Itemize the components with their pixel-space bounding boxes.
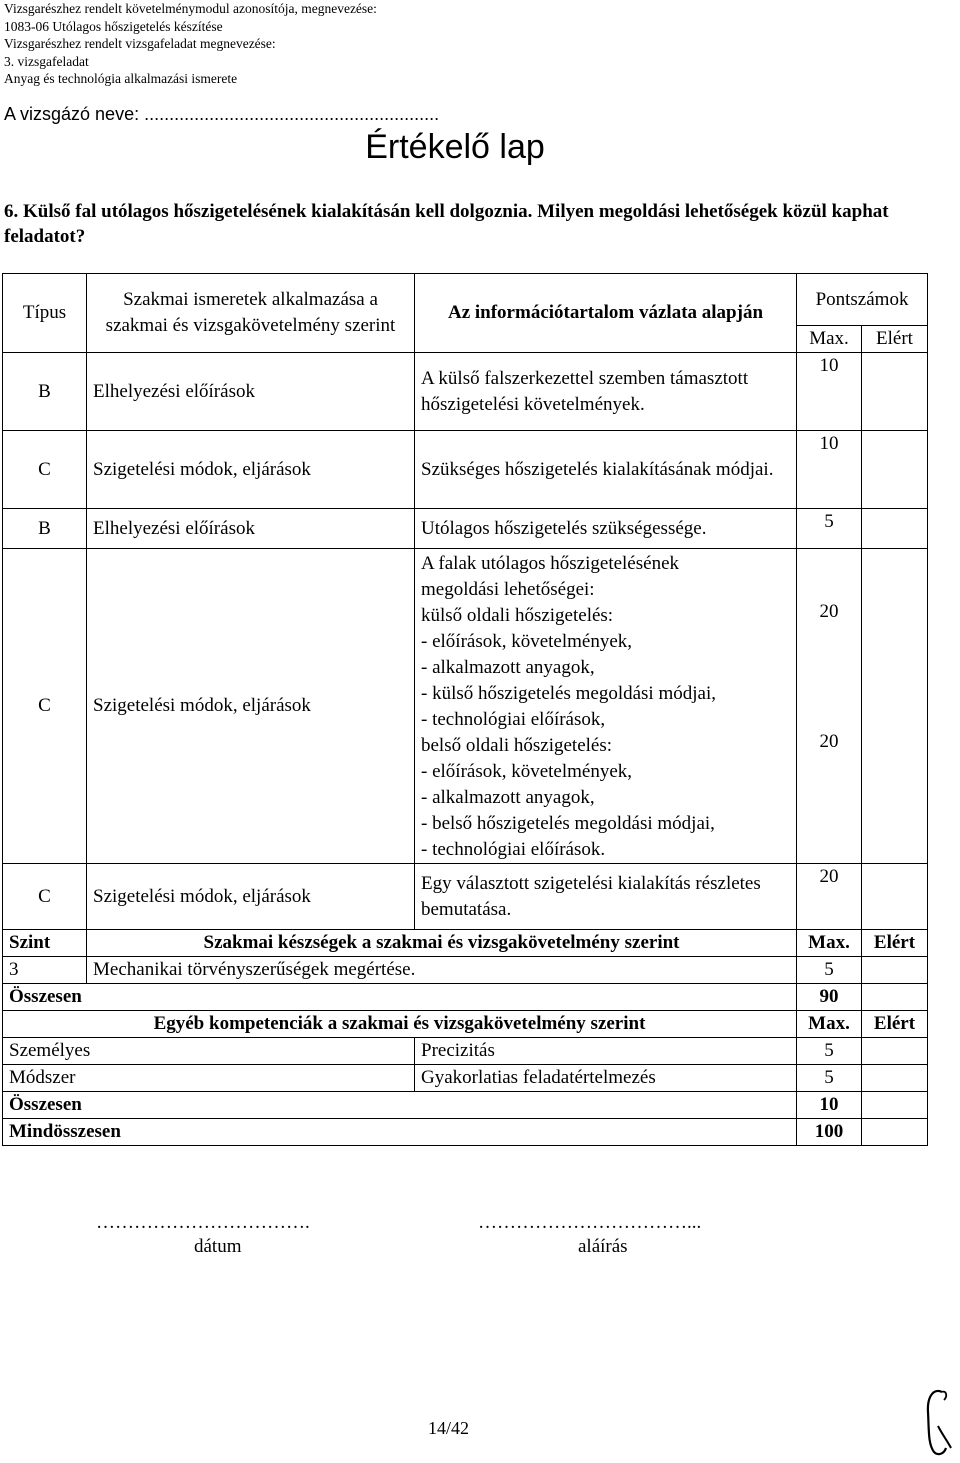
competency-category: Módszer: [3, 1065, 415, 1092]
row-max: [797, 549, 862, 864]
outline-line: - előírások, követelmények,: [421, 761, 633, 782]
row-outline: Utólagos hőszigetelés szükségessége.: [415, 509, 797, 549]
row-type: B: [3, 509, 87, 549]
row-achieved: [862, 353, 928, 431]
evaluation-table: [2, 273, 928, 1146]
row-outline: [415, 549, 797, 864]
header-max: Max.: [797, 930, 862, 957]
subtotal-achieved: [862, 1092, 928, 1119]
outline-line: - alkalmazott anyagok,: [421, 787, 595, 808]
outline-line: - külső hőszigetelés megoldási módjai,: [421, 683, 716, 704]
header-achieved: Elért: [862, 326, 928, 353]
outline-line: - belső hőszigetelés megoldási módjai,: [421, 813, 715, 834]
outline-line: - technológiai előírások,: [421, 709, 606, 730]
outline-line: megoldási lehetőségei:: [421, 579, 595, 600]
max-value: 20: [819, 731, 839, 752]
competency-achieved: [862, 1065, 928, 1092]
date-label: dátum: [194, 1236, 242, 1257]
header-line: Vizsgarészhez rendelt követelménymodul azonosítója, megnevezése:: [4, 1, 377, 16]
row-max: 5: [797, 509, 862, 549]
signature-label: aláírás: [578, 1236, 628, 1257]
skills-header: Szakmai készségek a szakmai és vizsgakövetelmény szerint: [87, 930, 797, 957]
competency-category: Személyes: [3, 1038, 415, 1065]
row-max: 20: [797, 864, 862, 930]
header-outline: Az információtartalom vázlata alapján: [415, 274, 797, 353]
skills-level: 3: [3, 957, 87, 984]
header-line: 3. vizsgafeladat: [4, 53, 89, 69]
outline-line: - technológiai előírások.: [421, 839, 606, 860]
examinee-name-line: A vizsgázó neve: ...........................................................: [4, 104, 440, 124]
row-achieved: [862, 864, 928, 930]
header-max: Max.: [797, 326, 862, 353]
competency-achieved: [862, 1038, 928, 1065]
outline-line: A falak utólagos hőszigetelésének: [421, 553, 680, 574]
competency-max: 5: [797, 1038, 862, 1065]
row-knowledge: Elhelyezési előírások: [87, 509, 415, 549]
competency-max: 5: [797, 1065, 862, 1092]
row-type: C: [3, 431, 87, 509]
row-achieved: [862, 431, 928, 509]
row-achieved: [862, 509, 928, 549]
header-line: Vizsgarészhez rendelt vizsgafeladat megnevezése:: [4, 36, 276, 51]
row-max: 10: [797, 353, 862, 431]
row-outline: A külső falszerkezettel szemben támasztott hőszigetelési követelmények.: [415, 353, 797, 431]
header-max: Max.: [797, 1011, 862, 1038]
grand-total-achieved: [862, 1119, 928, 1146]
row-outline: Egy választott szigetelési kialakítás részletes bemutatása.: [415, 864, 797, 930]
grand-total-value: 100: [797, 1119, 862, 1146]
subtotal-value: 10: [797, 1092, 862, 1119]
header-achieved: Elért: [862, 930, 928, 957]
page-title: Értékelő lap: [365, 128, 545, 166]
row-knowledge: Szigetelési módok, eljárások: [87, 431, 415, 509]
outline-line: - előírások, követelmények,: [421, 631, 633, 652]
outline-line: külső oldali hőszigetelés:: [421, 605, 614, 626]
row-outline: Szükséges hőszigetelés kialakításának módjai.: [415, 431, 797, 509]
row-knowledge: Elhelyezési előírások: [87, 353, 415, 431]
header-points: Pontszámok: [797, 274, 928, 326]
outline-line: belső oldali hőszigetelés:: [421, 735, 613, 756]
skills-level-header: Szint: [3, 930, 87, 957]
row-achieved: [862, 549, 928, 864]
subtotal-achieved: [862, 984, 928, 1011]
row-type: C: [3, 864, 87, 930]
row-max: 10: [797, 431, 862, 509]
header-type: Típus: [3, 274, 87, 353]
grand-total-label: Mindösszesen: [3, 1119, 797, 1146]
header-achieved: Elért: [862, 1011, 928, 1038]
header-line: Anyag és technológia alkalmazási ismerete: [4, 71, 238, 86]
skills-text: Mechanikai törvényszerűségek megértése.: [87, 957, 797, 984]
row-knowledge: Szigetelési módok, eljárások: [87, 864, 415, 930]
max-value: 20: [819, 601, 839, 622]
logo-icon: [924, 1386, 954, 1458]
header-line: 1083-06 Utólagos hőszigetelés készítése: [4, 18, 223, 34]
subtotal-label: Összesen: [3, 1092, 797, 1119]
subtotal-label: Összesen: [3, 984, 797, 1011]
page-number: 14/42: [428, 1418, 470, 1438]
row-type: B: [3, 353, 87, 431]
date-dotted-line: …………………………….: [96, 1212, 310, 1233]
skills-max: 5: [797, 957, 862, 984]
subtotal-value: 90: [797, 984, 862, 1011]
outline-line: - alkalmazott anyagok,: [421, 657, 595, 678]
row-knowledge: Szigetelési módok, eljárások: [87, 549, 415, 864]
other-competencies-header: Egyéb kompetenciák a szakmai és vizsgakövetelmény szerint: [3, 1011, 797, 1038]
competency-text: Gyakorlatias feladatértelmezés: [415, 1065, 797, 1092]
task-question: 6. Külső fal utólagos hőszigetelésének kialakításán kell dolgoznia. Milyen megoldási lehetőségek közül kaphat feladatot?: [4, 201, 889, 247]
competency-text: Precizitás: [415, 1038, 797, 1065]
document-header: [4, 0, 377, 88]
row-type: C: [3, 549, 87, 864]
signature-dotted-line: ……………………………...: [478, 1212, 702, 1233]
header-knowledge: Szakmai ismeretek alkalmazása a szakmai és vizsgakövetelmény szerint: [87, 274, 415, 353]
skills-achieved: [862, 957, 928, 984]
